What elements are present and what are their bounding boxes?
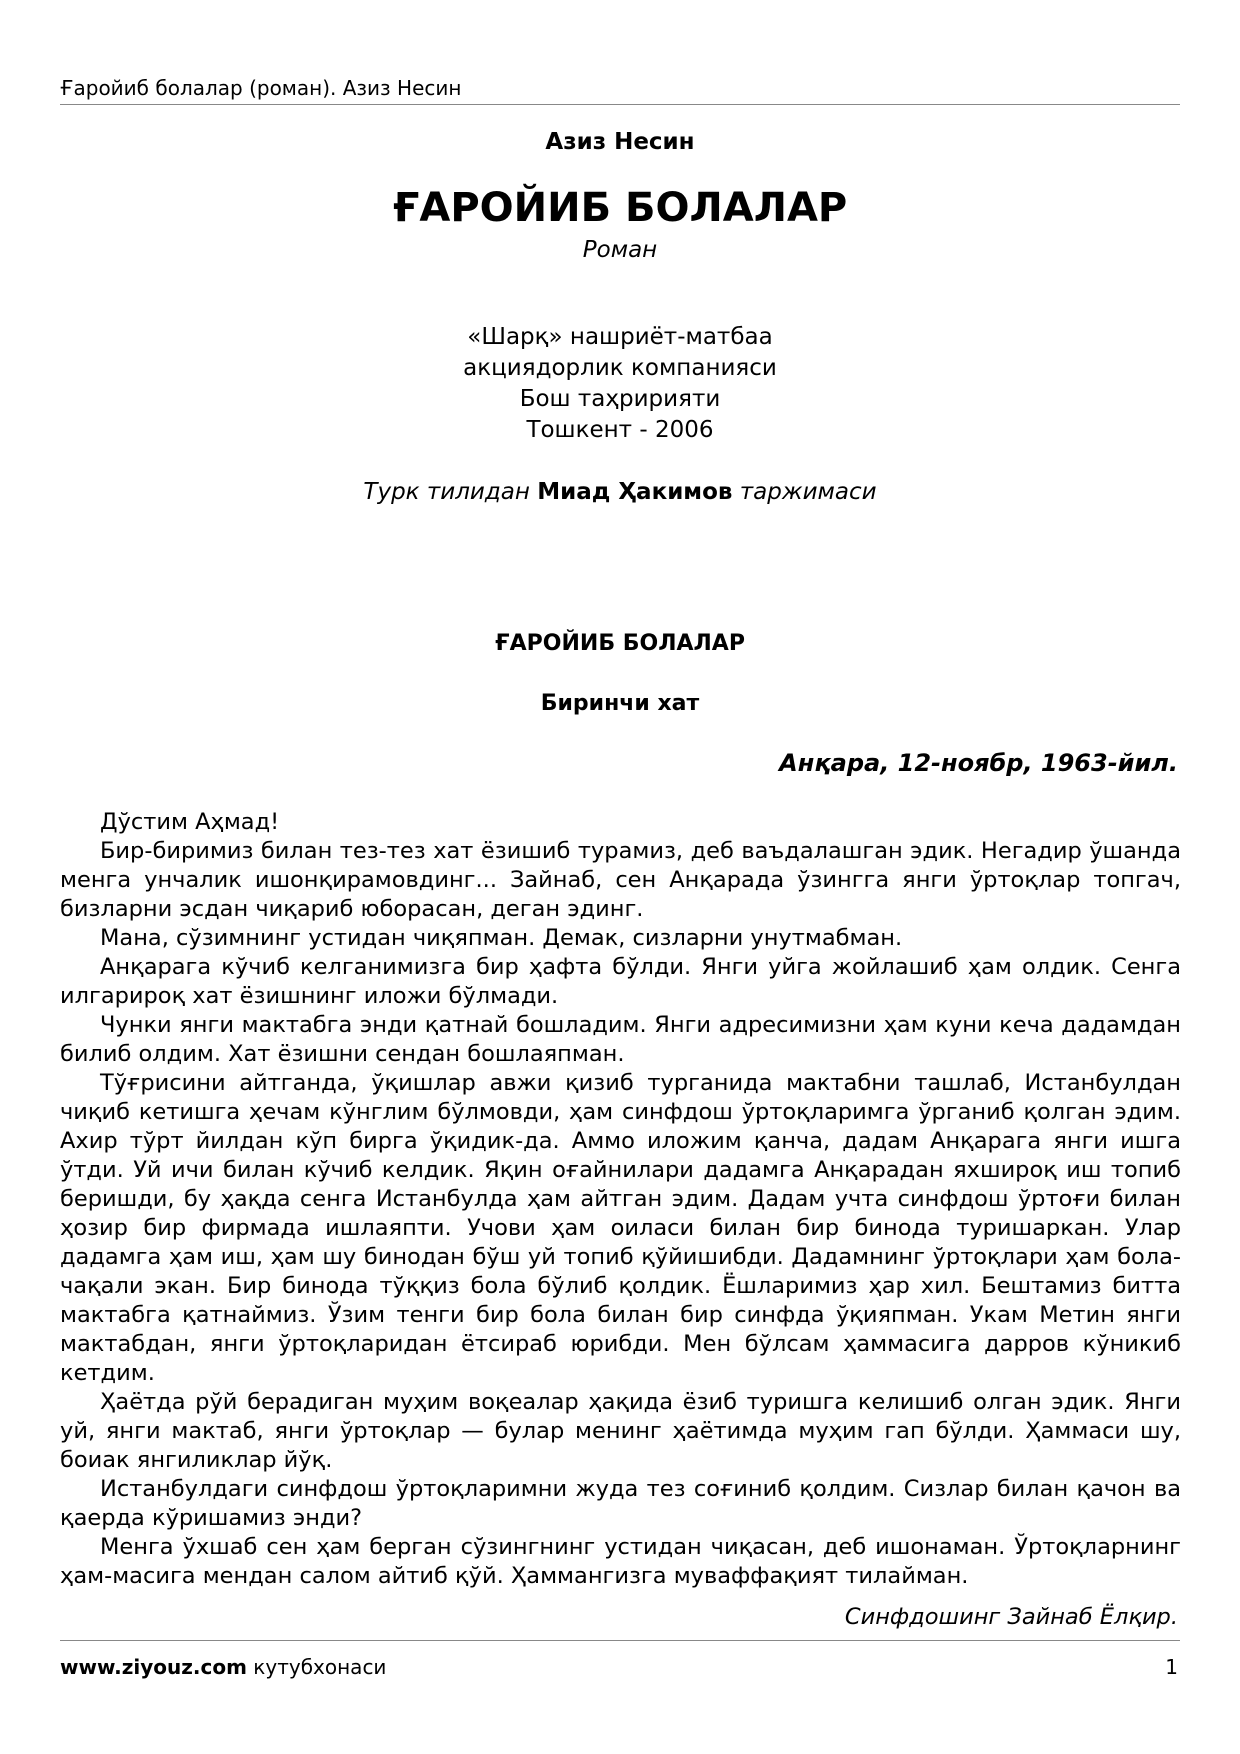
- footer-divider: [60, 1640, 1180, 1641]
- page-number: 1: [1165, 1655, 1178, 1679]
- letter-salutation: Дўстим Аҳмад!: [100, 809, 280, 835]
- body-paragraph: Чунки янги мактабга энди қатнай бошладим. Янги адресимизни ҳам куни кеча дадамдан билиб олдим. Хат ёзишни сендан бошлаяпман.: [60, 1012, 1181, 1067]
- body-paragraph: Анқарага кўчиб келганимизга бир ҳафта бўлди. Янги уйга жойлашиб ҳам олдик. Сенга илгарироқ хат ёзишнинг иложи бўлмади.: [60, 954, 1181, 1009]
- footer-site-link[interactable]: www.ziyouz.com: [60, 1655, 247, 1679]
- translation-suffix: таржимаси: [739, 479, 877, 505]
- publisher-line: Тошкент - 2006: [526, 417, 714, 443]
- translator-name: Миад Ҳакимов: [537, 479, 733, 505]
- body-paragraph: Истанбулдаги синфдош ўртоқларимни жуда тез соғиниб қолдим. Сизлар билан қачон ва қаерда кўришамиз энди?: [60, 1476, 1181, 1531]
- body-paragraph: Менга ўхшаб сен ҳам берган сўзингнинг устидан чиқасан, деб ишонаман. Ўртоқларнинг ҳам-масига мендан салом айтиб қўй. Ҳаммангизга муваффақият тилайман.: [60, 1534, 1181, 1589]
- letter-dateline: Анқара, 12-ноябр, 1963-йил.: [779, 749, 1178, 777]
- letter-body: [60, 808, 1181, 1591]
- body-paragraph: Бир-биримиз билан тез-тез хат ёзишиб турамиз, деб ваъдалашган эдик. Негадир ўшанда менга унчалик ишонқирамовдинг... Зайнаб, сен Анқарада ўзингга янги ўртоқлар топгач, бизларни эсдан чиқариб юборасан, деган эдинг.: [60, 838, 1181, 922]
- footer-source: [60, 1655, 386, 1679]
- publisher-line: «Шарқ» нашриёт-матбаа: [467, 324, 773, 350]
- letter-title: Биринчи хат: [540, 691, 700, 716]
- running-header: Ғаройиб болалар (роман). Азиз Несин: [60, 76, 462, 100]
- header-divider: [60, 104, 1180, 105]
- author-name: Азиз Несин: [545, 129, 695, 155]
- book-genre: Роман: [582, 237, 658, 263]
- body-paragraph: Ҳаётда рўй берадиган муҳим воқеалар ҳақида ёзиб туришга келишиб олган эдик. Янги уй, янги мактаб, янги ўртоқлар — булар менинг ҳаётимда муҳим гап бўлди. Ҳаммаси шу, боиак янгиликлар йўқ.: [60, 1389, 1181, 1473]
- publisher-line: Бош таҳририяти: [519, 386, 721, 412]
- translation-prefix: Турк тилидан: [363, 479, 530, 505]
- publisher-line: акциядорлик компанияси: [463, 355, 777, 381]
- letter-signature: Синфдошинг Зайнаб Ёлқир.: [844, 1604, 1178, 1630]
- translation-credit: [0, 478, 1240, 506]
- footer-site-suffix: кутубхонаси: [253, 1655, 387, 1679]
- body-paragraph: Тўғрисини айтганда, ўқишлар авжи қизиб турганида мактабни ташлаб, Истанбулдан чиқиб кетишга ҳечам кўнглим бўлмовди, ҳам синфдош ўртоқларимга ўрганиб қолган эдим. Ахир тўрт йилдан кўп бирга ўқидик-да. Аммо иложим қанча, дадам Анқарага янги ишга ўтди. Уй ичи билан кўчиб келдик. Яқин оғайнилари дадамга Анқарадан яхшироқ иш топиб беришди, бу ҳақда сенга Истанбулда ҳам айтган эдим. Дадам учта синфдош ўртоғи билан ҳозир бир фирмада ишлаяпти. Учови ҳам оиласи билан бир бинода туришаркан. Улар дадамга ҳам иш, ҳам шу бинодан бўш уй топиб қўйишибди. Дадамнинг ўртоқлари ҳам бола-чақали экан. Бир бинода тўққиз бола бўлиб қолдик. Ёшларимиз ҳар хил. Бештамиз битта мактабга қатнаймиз. Ўзим тенги бир бола билан бир синфда ўқияпман. Укам Метин янги мактабдан, янги ўртоқларидан ётсираб юрибди. Мен бўлсам ҳаммасига дарров кўникиб кетдим.: [60, 1070, 1181, 1386]
- chapter-title: ҒАРОЙИБ БОЛАЛАР: [495, 631, 745, 656]
- book-title: ҒАРОЙИБ БОЛАЛАР: [392, 185, 848, 231]
- publisher-block: [0, 322, 1240, 446]
- body-paragraph: Мана, сўзимнинг устидан чиқяпман. Демак, сизларни унутмабман.: [100, 925, 903, 951]
